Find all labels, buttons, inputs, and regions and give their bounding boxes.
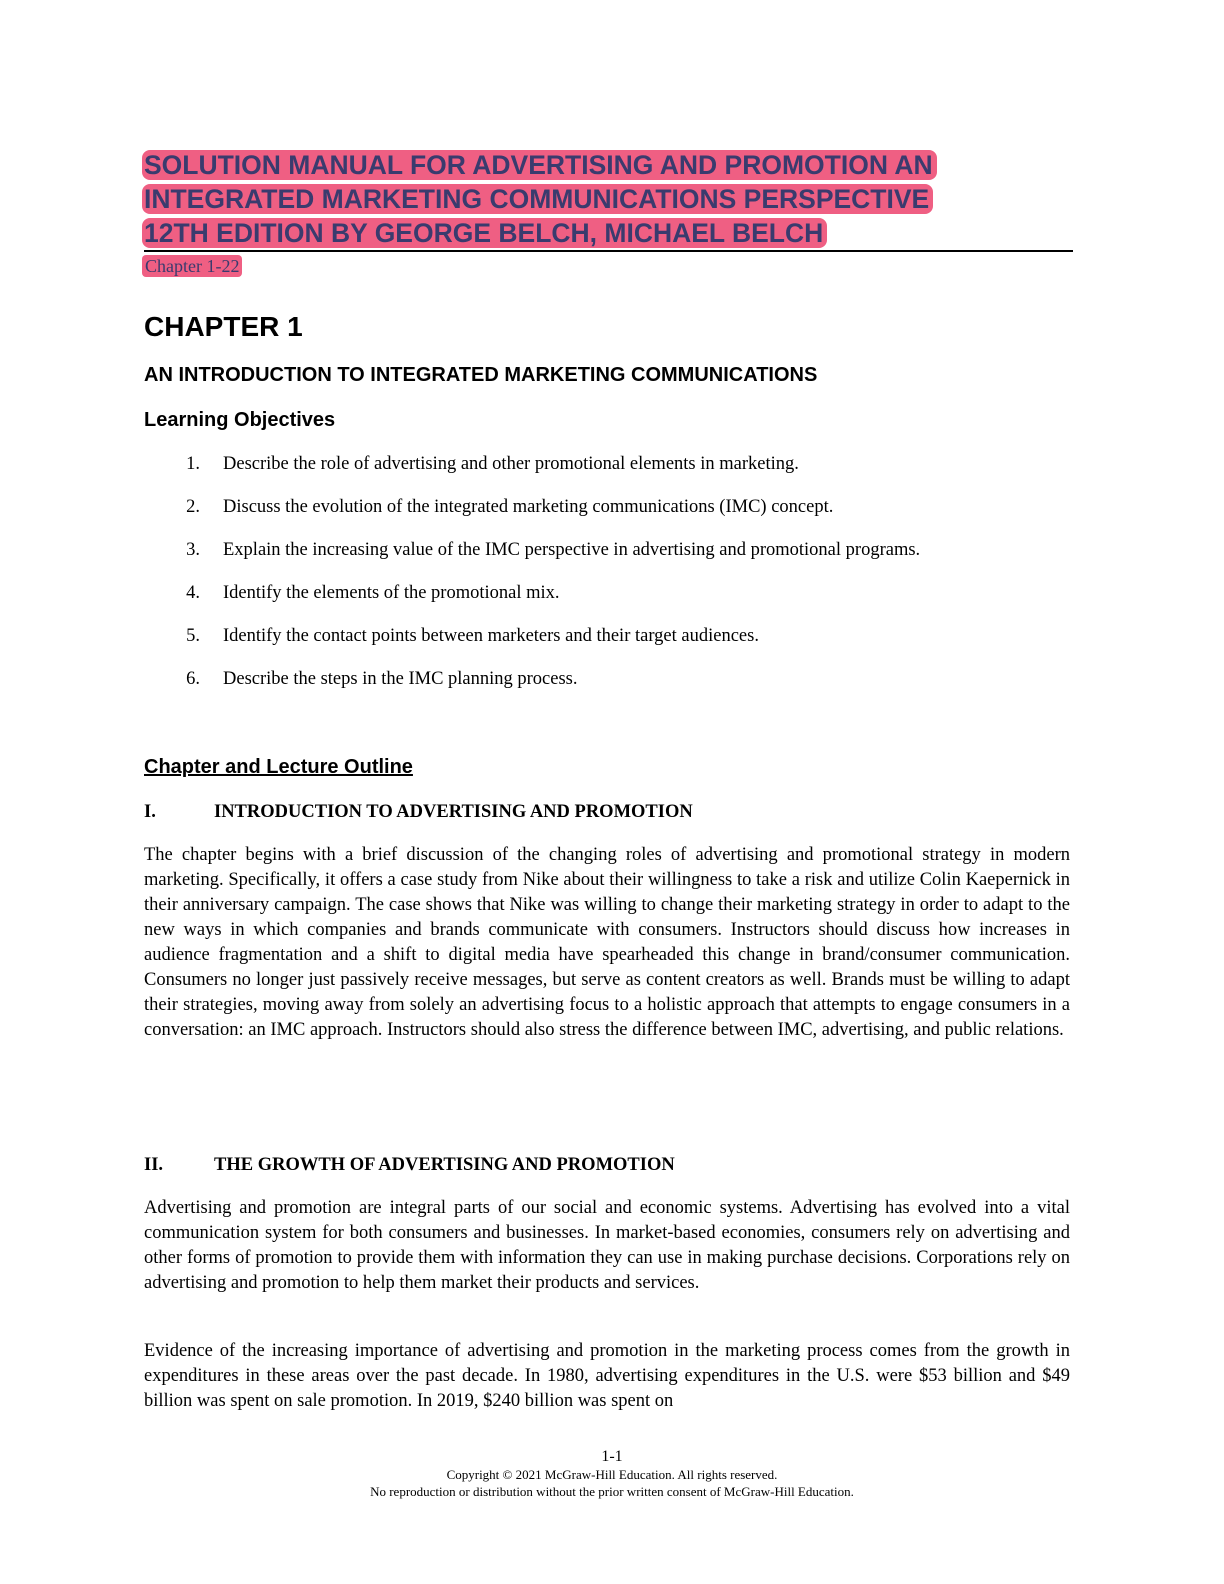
title-line-1: SOLUTION MANUAL FOR ADVERTISING AND PROMOTION AN	[142, 150, 937, 180]
copyright-notice: Copyright © 2021 McGraw-Hill Education. All rights reserved.	[446, 1467, 778, 1482]
list-item	[144, 667, 1074, 710]
list-item-text: Identify the contact points between marketers and their target audiences.	[223, 626, 759, 646]
list-item	[144, 495, 1074, 538]
list-item-number: 4.	[186, 583, 200, 603]
chapter-range-label: Chapter 1-22	[142, 255, 242, 277]
outline-heading: Chapter and Lecture Outline	[144, 756, 413, 778]
list-item-number: 1.	[186, 454, 200, 474]
section-title: INTRODUCTION TO ADVERTISING AND PROMOTION	[214, 802, 693, 822]
title-divider	[144, 250, 1073, 252]
section-paragraph: Evidence of the increasing importance of advertising and promotion in the marketing process comes from the growth in expenditures in these areas over the past decade. In 1980, advertising expenditures in the U.S. were $53 billion and $49 billion was spent on sale promotion. In 2019, $240 billion was spent on	[144, 1341, 1070, 1411]
chapter-heading: CHAPTER 1	[144, 311, 303, 342]
list-item-text: Discuss the evolution of the integrated marketing communications (IMC) concept.	[223, 497, 834, 517]
list-item-number: 6.	[186, 669, 200, 689]
section-paragraph: The chapter begins with a brief discussion of the changing roles of advertising and promotional strategy in modern marketing. Specifically, it offers a case study from Nike about their willingness to take a risk and utilize Colin Kaepernick in their anniversary campaign. The case shows that Nike was willing to change their marketing strategy in order to adapt to the new ways in which companies and brands communicate with consumers. Instructors should discuss how increases in audience fragmentation and a shift to digital media have spearheaded this change in brand/consumer communication. Consumers no longer just passively receive messages, but serve as content creators as well. Brands must be willing to adapt their strategies, moving away from solely an advertising focus to a holistic approach that attempts to engage consumers in a conversation: an IMC approach. Instructors should also stress the difference between IMC, advertising, and public relations.	[144, 845, 1070, 1040]
section-heading-growth	[144, 1153, 675, 1177]
list-item-text: Identify the elements of the promotional mix.	[223, 583, 560, 603]
section-heading-introduction	[144, 800, 693, 824]
list-item-number: 2.	[186, 497, 200, 517]
list-item-text: Describe the steps in the IMC planning process.	[223, 669, 578, 689]
chapter-subtitle: AN INTRODUCTION TO INTEGRATED MARKETING COMMUNICATIONS	[144, 364, 818, 386]
list-item-text: Describe the role of advertising and other promotional elements in marketing.	[223, 454, 799, 474]
title-line-2: INTEGRATED MARKETING COMMUNICATIONS PERSPECTIVE	[142, 184, 933, 214]
list-item	[144, 452, 1074, 495]
section-paragraph: Advertising and promotion are integral parts of our social and economic systems. Advertising has evolved into a vital communication system for both consumers and businesses. In market-based economies, consumers rely on advertising and other forms of promotion to provide them with information they can use in making purchase decisions. Corporations rely on advertising and promotion to help them market their products and services.	[144, 1198, 1070, 1293]
list-item	[144, 538, 1074, 581]
reproduction-notice: No reproduction or distribution without the prior written consent of McGraw-Hill Education.	[370, 1484, 854, 1499]
section-number: II.	[144, 1155, 164, 1175]
learning-objectives-heading: Learning Objectives	[144, 409, 336, 431]
title-line-3: 12TH EDITION BY GEORGE BELCH, MICHAEL BELCH	[142, 218, 827, 248]
section-number: I.	[144, 802, 156, 822]
list-item-text: Explain the increasing value of the IMC perspective in advertising and promotional programs.	[223, 540, 921, 560]
list-item	[144, 624, 1074, 667]
section-title: THE GROWTH OF ADVERTISING AND PROMOTION	[214, 1155, 675, 1175]
list-item	[144, 581, 1074, 624]
document-title	[144, 148, 1074, 250]
learning-objectives-list	[144, 452, 1074, 710]
list-item-number: 5.	[186, 626, 200, 646]
page-number: 1-1	[601, 1448, 623, 1465]
list-item-number: 3.	[186, 540, 200, 560]
